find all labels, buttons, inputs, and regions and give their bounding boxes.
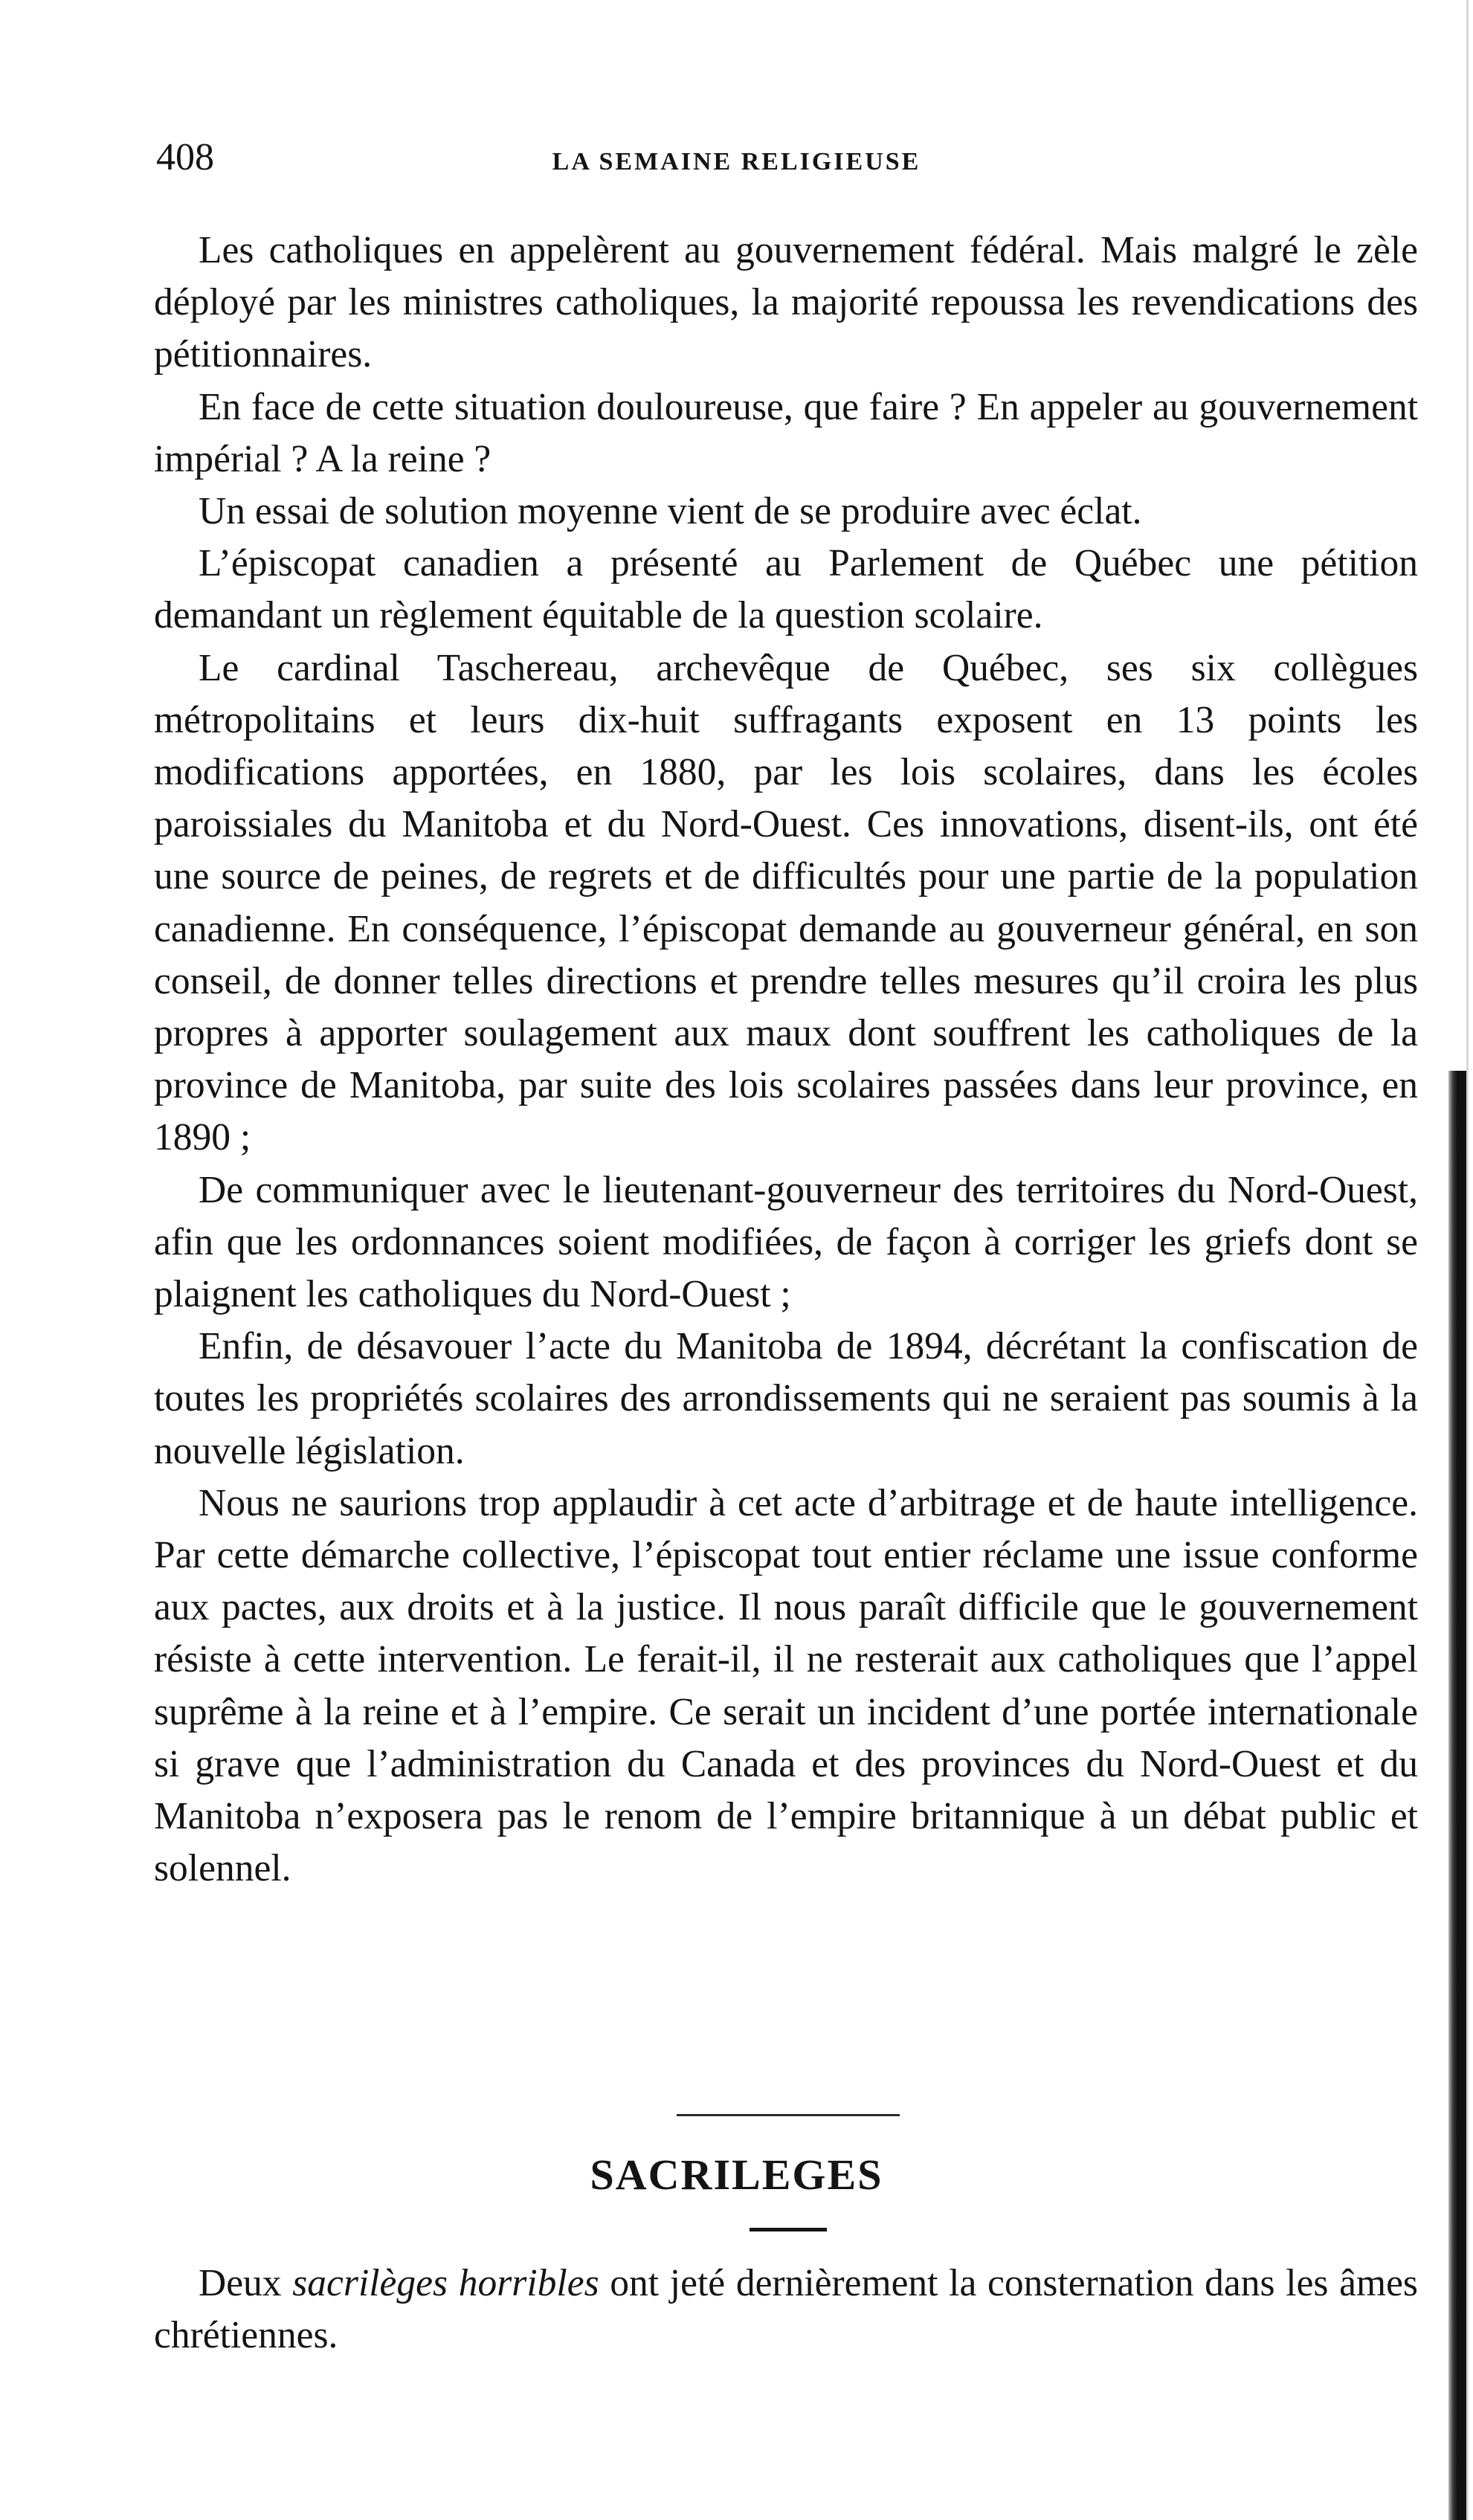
- paragraph-communicate-nord-ouest: De communiquer avec le lieutenant-gouverneur des territoires du Nord-Ouest, afin que les ordonnances soient modifiées, de façon à corriger les griefs dont se plaignent les catholiques du Nord-Ouest ;: [154, 1168, 1418, 1316]
- paragraph-disavow-act: Enfin, de désavouer l’acte du Manitoba de 1894, décrétant la confiscation de toutes les propriétés scolaires des arrondissements qui ne seraient pas soumis à la nouvelle législation.: [154, 1325, 1418, 1472]
- lead-text-italic: sacrilèges horribles: [292, 2262, 599, 2304]
- section-title-rule: [750, 2228, 827, 2231]
- lead-text-start: Deux: [199, 2262, 293, 2304]
- article-body: [154, 225, 1418, 1895]
- paragraph-episcopate-petition: L’épiscopat canadien a présenté au Parlement de Québec une pétition demandant un règlement équitable de la question scolaire.: [154, 542, 1418, 637]
- page-number: 408: [156, 136, 214, 178]
- page-edge-line: [1466, 0, 1469, 2520]
- paragraph-cardinal-taschereau: Le cardinal Taschereau, archevêque de Québec, ses six collègues métropolitains et leurs dix-huit suffragants exposent en 13 points les modifications apportées, en 1880, par les lois scolaires, dans les écoles paroissiales du Manitoba et du Nord-Ouest. Ces innovations, disent-ils, ont été une source de peines, de regrets et de difficultés pour une partie de la population canadienne. En conséquence, l’épiscopat demande au gouverneur général, en son conseil, de donner telles directions et prendre telles mesures qu’il croira les plus propres à apporter soulagement aux maux dont souffrent les catholiques de la province de Manitoba, par suite des lois scolaires passées dans leur province, en 1890 ;: [154, 646, 1418, 1159]
- paragraph-middle-solution: Un essai de solution moyenne vient de se produire avec éclat.: [199, 490, 1142, 533]
- paragraph-what-to-do: En face de cette situation douloureuse, que faire ? En appeler au gouvernement impérial ? A la reine ?: [154, 385, 1418, 480]
- running-head: LA SEMAINE RELIGIEUSE: [552, 148, 921, 175]
- section-title: SACRILEGES: [590, 2150, 883, 2199]
- binding-shadow: [1448, 1071, 1466, 2520]
- section-lead-paragraph: [154, 2258, 1418, 2362]
- section-separator: [677, 2114, 900, 2116]
- section-body: [154, 2258, 1418, 2362]
- paragraph-appeal-federal: Les catholiques en appelèrent au gouvernement fédéral. Mais malgré le zèle déployé par les ministres catholiques, la majorité repoussa les revendications des pétitionnaires.: [154, 229, 1418, 376]
- lead-text-end: ont jeté dernièrement la consternation dans les âmes chrétiennes.: [154, 2262, 1418, 2357]
- paragraph-applaud-arbitration: Nous ne saurions trop applaudir à cet acte d’arbitrage et de haute intelligence. Par cette démarche collective, l’épiscopat tout entier réclame une issue conforme aux pactes, aux droits et à la justice. Il nous paraît difficile que le gouvernement résiste à cette intervention. Le ferait-il, il ne resterait aux catholiques que l’appel suprême à la reine et à l’empire. Ce serait un incident d’une portée internationale si grave que l’administration du Canada et des provinces du Nord-Ouest et du Manitoba n’exposera pas le renom de l’empire britannique à un débat public et solennel.: [154, 1481, 1418, 1890]
